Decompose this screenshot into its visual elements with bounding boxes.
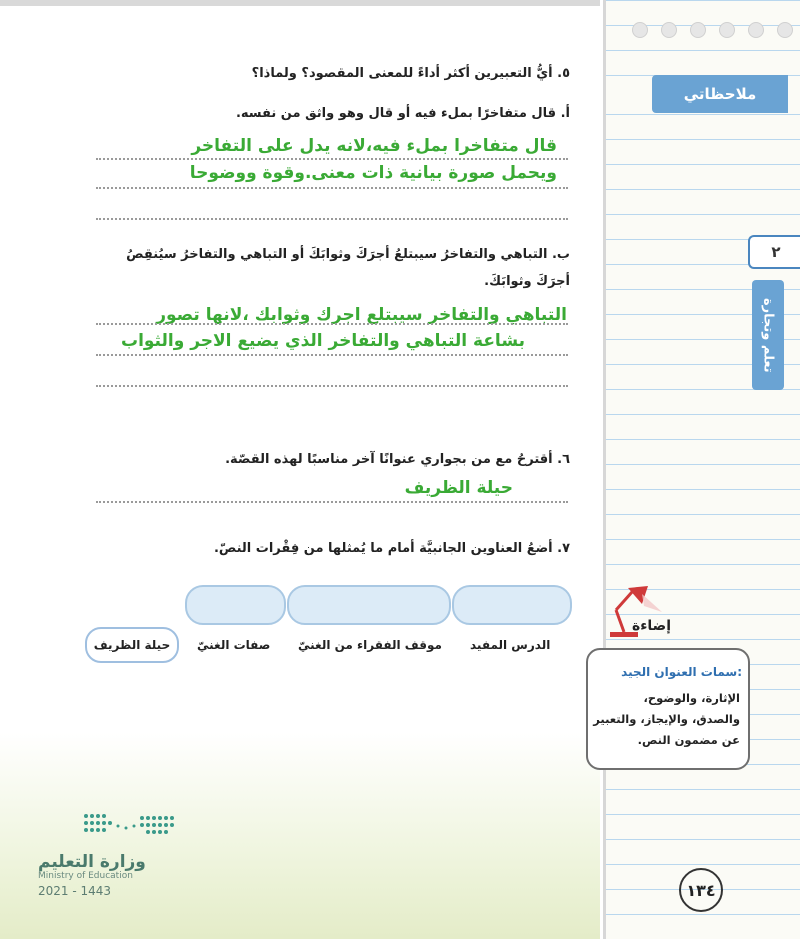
answer-line	[96, 187, 568, 189]
academic-year: 2021 - 1443	[38, 884, 112, 898]
answer-line	[96, 501, 568, 503]
ministry-logo-icon	[82, 812, 178, 844]
q5-a-answer-line1: قال متفاخرا بملء فيه،لانه يدل على التفاخر	[191, 136, 557, 156]
answer-line	[96, 158, 568, 160]
unit-number: ٢	[748, 235, 800, 269]
title-option-poor-stance[interactable]: موقف الفقراء من الغنيّ	[298, 638, 442, 652]
answer-line	[96, 218, 568, 220]
binder-ring	[719, 22, 735, 38]
answer-line	[96, 323, 568, 325]
idaa-label: إضاءة	[632, 618, 672, 634]
title-option-trick[interactable]: حيلة الظريف	[85, 627, 179, 663]
q7-question: ٧. أضعُ العناوين الجانبيَّة أمام ما يُمثلها من فِقْرات النصّ.	[213, 541, 570, 556]
binder-ring	[632, 22, 648, 38]
q5-a-answer-line2: ويحمل صورة بيانية ذات معنى.وقوة ووضوحا	[189, 163, 557, 183]
unit-side-tab: تعلم وتجارة	[752, 280, 784, 390]
page-number: ١٣٤	[679, 868, 723, 912]
q5-a-prompt: أ. قال متفاخرًا بملء فيه أو قال وهو واثق من نفسه.	[235, 106, 570, 121]
title-drop-slot[interactable]	[287, 585, 451, 625]
binder-ring	[777, 22, 793, 38]
q5-b-answer-line2: بشاعة التباهي والتفاخر الذي يضيع الاجر والثواب	[120, 331, 525, 351]
q5-b-prompt-line1: ب. التباهي والتفاخرُ سيبتلعُ أجرَكَ وثوابَكَ أو التباهي والتفاخرُ سيُنقِصُ	[126, 247, 570, 262]
q6-answer: حيلة الظريف	[404, 478, 513, 498]
notes-title-tab: ملاحظاتي	[652, 75, 788, 113]
title-option-lesson[interactable]: الدرس المفيد	[470, 638, 551, 652]
ministry-name-ar: وزارة التعليم	[38, 852, 146, 872]
answer-line	[96, 354, 568, 356]
ministry-name-en: Ministry of Education	[38, 871, 133, 881]
top-strip	[0, 0, 600, 6]
idaa-title: سمات العنوان الجيد:	[621, 665, 742, 679]
title-drop-slot[interactable]	[452, 585, 572, 625]
q5-question: ٥. أيُّ التعبيرين أكثر أداءً للمعنى المقصود؟ ولماذا؟	[251, 66, 570, 81]
idaa-body: الإثارة، والوضوح، والصدق، والإيجاز، والتعبير عن مضمون النص.	[593, 691, 740, 747]
q5-b-answer-line1: التباهي والتفاخر سيبتلع اجرك وثوابك ،لانها تصور	[156, 305, 567, 325]
binder-ring	[661, 22, 677, 38]
title-drop-slot[interactable]	[185, 585, 286, 625]
binder-ring	[748, 22, 764, 38]
answer-line	[96, 385, 568, 387]
title-option-rich-traits[interactable]: صفات الغنيّ	[197, 638, 271, 652]
q5-b-prompt-line2: أجرَكَ وثوابَكَ.	[484, 274, 570, 289]
binder-ring	[690, 22, 706, 38]
q6-question: ٦. أقترحُ مع من بجواري عنوانًا آخر مناسبًا لهذه القصّة.	[225, 452, 570, 467]
notes-panel	[603, 0, 800, 939]
